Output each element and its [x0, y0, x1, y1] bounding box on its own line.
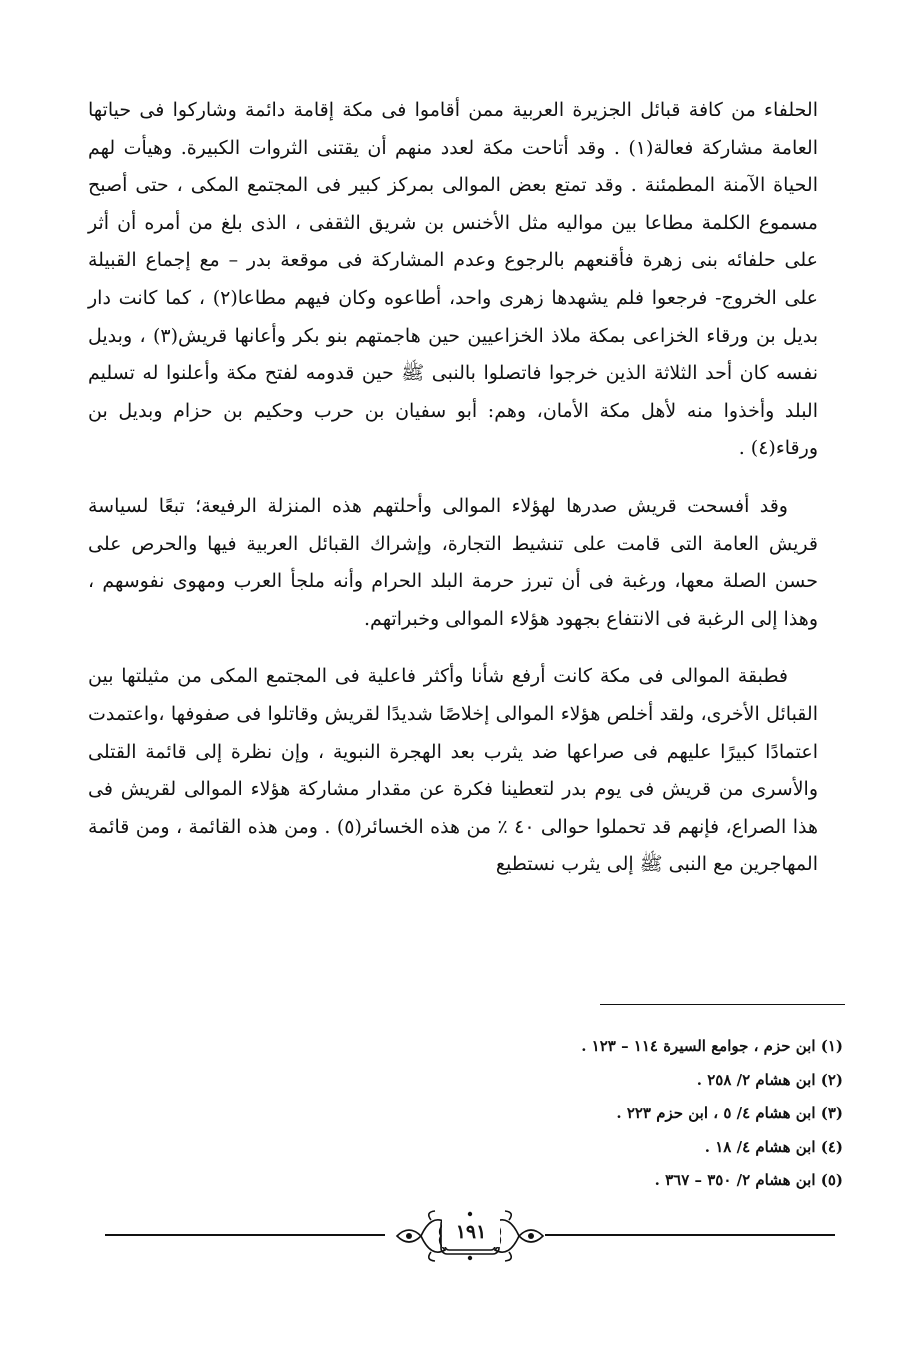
- footnote-2: (٢) ابن هشام ٢/ ٢٥٨ .: [696, 1070, 843, 1089]
- page-number: ١٩١: [442, 1217, 500, 1247]
- body-text: [88, 92, 818, 884]
- paragraph-2: وقد أفسحت قريش صدرها لهؤلاء الموالى وأحلتهم هذه المنزلة الرفيعة؛ تبعًا لسياسة قريش العامة التى قامت على تنشيط التجارة، وإشراك القبائل العربية فيها والحرص على حسن الصلة معها، ورغبة فى أن تبرز حرمة البلد الحرام وأنه ملجأ العرب ومهوى نفوسهم ، وهذا إلى الرغبة فى الانتفاع بجهود هؤلاء الموالى وخبراتهم.: [88, 494, 818, 630]
- footnote-3: (٣) ابن هشام ٤/ ٥ ، ابن حزم ٢٢٣ .: [616, 1104, 843, 1122]
- footnotes: [88, 1030, 843, 1198]
- paragraph-3: فطبقة الموالى فى مكة كانت أرفع شأنا وأكثر فاعلية فى المجتمع المكى من مثيلتها بين القبائل الأخرى، ولقد أخلص هؤلاء الموالى إخلاصًا شديدًا لقريش وقاتلوا فى صفوفها ،واعتمدت اعتمادًا كبيرًا عليهم فى صراعها ضد يثرب بعد الهجرة النبوية ، وإن نظرة إلى قائمة القتلى والأسرى من قريش فى يوم بدر لتعطينا فكرة عن مقدار مشاركة هؤلاء الموالى لقريش فى هذا الصراع، فإنهم قد تحملوا حوالى ٤٠ ٪ من هذه الخسائر(٥) . ومن هذه القائمة ، ومن قائمة المهاجرين مع النبى ﷺ إلى يثرب نستطيع: [88, 665, 818, 876]
- footnote-4: (٤) ابن هشام ٤/ ١٨ .: [704, 1137, 843, 1156]
- paragraph-1: الحلفاء من كافة قبائل الجزيرة العربية ممن أقاموا فى مكة إقامة دائمة وشاركوا فى حياتها العامة مشاركة فعالة(١) . وقد أتاحت مكة لعدد منهم أن يقتنى الثروات الكبيرة. وهيأت لهم الحياة الآمنة المطمئنة . وقد تمتع بعض الموالى بمركز كبير فى المجتمع المكى ، حتى أصبح مسموع الكلمة مطاعا بين مواليه مثل الأخنس بن شريق الثقفى ، الذى بلغ من أمره أن أثر على حلفائه بنى زهرة فأقنعهم بالرجوع وعدم المشاركة فى موقعة بدر – مع إجماع القبيلة على الخروج- فرجعوا فلم يشهدها زهرى واحد، أطاعوه وكان فيهم مطاعا(٢) ، كما كانت دار بديل بن ورقاء الخزاعى بمكة ملاذ الخزاعيين حين هاجمتهم بنو بكر وأعانها قريش(٣) ، وبديل نفسه كان أحد الثلاثة الذين خرجوا فاتصلوا بالنبى ﷺ حين قدومه لفتح مكة وأعلنوا له تسليم البلد وأخذوا منه لأهل مكة الأمان، وهم: أبو سفيان بن حرب وحكيم بن حزام وبديل بن ورقاء(٤) .: [88, 99, 819, 460]
- page-footer: [105, 1200, 835, 1270]
- footnote-1: (١) ابن حزم ، جوامع السيرة ١١٤ – ١٢٣ .: [581, 1037, 843, 1055]
- footer-rule-left: [105, 1234, 385, 1236]
- footnote-separator: [600, 1004, 845, 1005]
- footnote-5: (٥) ابن هشام ٢/ ٣٥٠ – ٣٦٧ .: [654, 1171, 843, 1189]
- footer-rule-right: [545, 1234, 835, 1236]
